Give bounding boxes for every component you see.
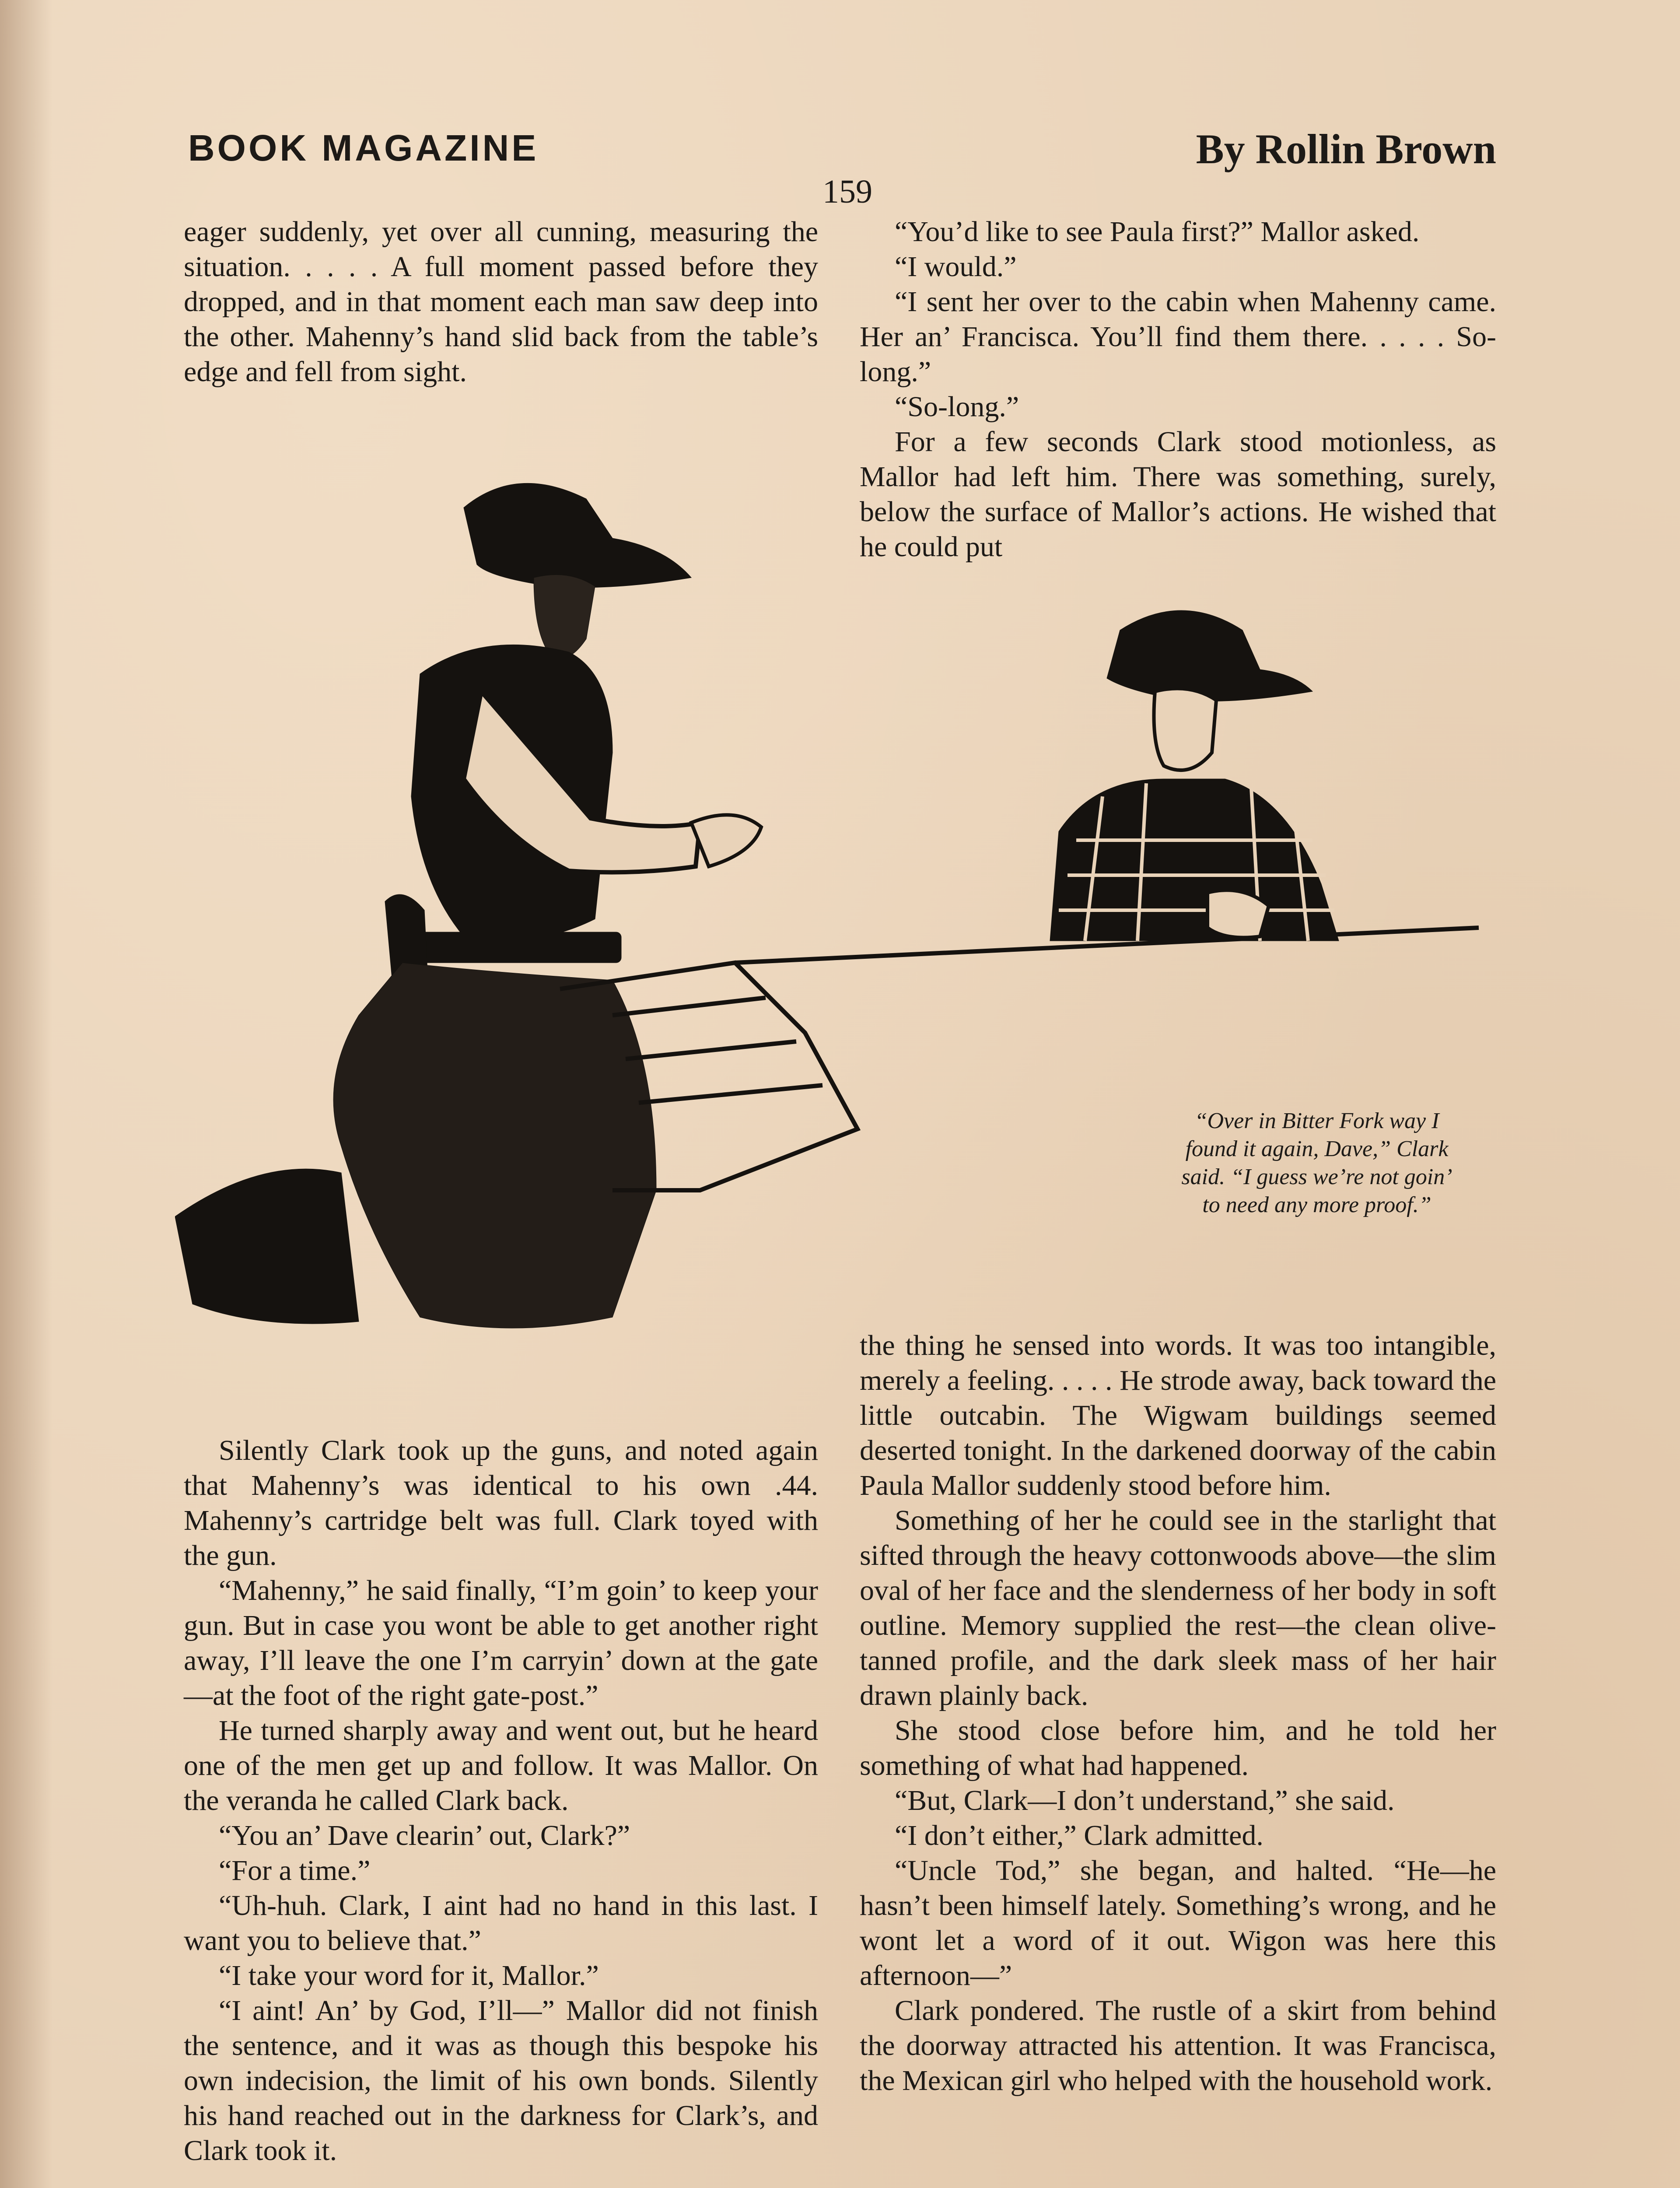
paragraph: “But, Clark—I don’t understand,” she said.	[895, 1785, 1395, 1816]
cowboys-illustration	[175, 446, 1496, 1357]
page-number: 159	[822, 173, 872, 210]
illustration-caption: “Over in Bitter Fork way I found it again, Dave,” Clark said. “I guess we’re not goin’ to need any more proof.”	[1181, 1108, 1452, 1217]
paragraph: “I take your word for it, Mallor.”	[219, 1960, 599, 1992]
paragraph: “I don’t either,” Clark admitted.	[895, 1820, 1264, 1851]
paragraph: “So-long.”	[895, 391, 1019, 423]
seated-cowboy-figure	[1050, 610, 1339, 941]
paragraph: “You’d like to see Paula first?” Mallor asked.	[895, 216, 1420, 248]
standing-cowboy-figure	[175, 483, 761, 1328]
paragraph: For a few seconds Clark stood motionless, as Mallor had left him. There was something, surely, below the surface of Mallor’s actions. He wished that he could put	[860, 426, 1496, 563]
left-column-top-text	[184, 214, 818, 389]
paragraph: “For a time.”	[219, 1855, 371, 1886]
paragraph: Something of her he could see in the starlight that sifted through the heavy cottonwoods above—the slim oval of her face and the slenderness of her body in soft outline. Memory supplied the rest—the clean olive-tanned profile, and the dark sleek mass of her hair drawn plainly back.	[860, 1504, 1496, 1711]
magazine-title: BOOK MAGAZINE	[188, 127, 539, 168]
paragraph: “You an’ Dave clearin’ out, Clark?”	[219, 1820, 630, 1851]
paragraph: “Uncle Tod,” she began, and halted. “He—he hasn’t been himself lately. Something’s wrong, and he wont let a word of it out. Wigon was here this afternoon—”	[860, 1855, 1496, 1992]
paragraph: “Uh-huh. Clark, I aint had no hand in this last. I want you to believe that.”	[184, 1890, 818, 1957]
paragraph: the thing he sensed into words. It was too intangible, merely a feeling. . . . . He strode away, back toward the little outcabin. The Wigwam buildings seemed deserted tonight. In the darkened doorway of the cabin Paula Mallor suddenly stood before him.	[860, 1329, 1496, 1501]
paragraph: “I would.”	[895, 251, 1017, 283]
right-column-bottom-text	[860, 1328, 1496, 2098]
author-byline: By Rollin Brown	[1196, 126, 1496, 172]
paragraph: “I aint! An’ by God, I’ll—” Mallor did not finish the sentence, and it was as though this bespoke his own indecision, the limit of his own bonds. Silently his hand reached out in the darkness for Clark’s, and Clark took it.	[184, 1995, 818, 2167]
paragraph: He turned sharply away and went out, but he heard one of the men get up and follow. It was Mallor. On the veranda he called Clark back.	[184, 1715, 818, 1816]
left-column-bottom-text	[184, 1433, 818, 2168]
paragraph: “Mahenny,” he said finally, “I’m goin’ to keep your gun. But in case you wont be able to get another right away, I’ll leave the one I’m carryin’ down at the gate—at the foot of the right gate-post.”	[184, 1574, 818, 1711]
paragraph: Clark pondered. The rustle of a skirt from behind the doorway attracted his attention. It was Francisca, the Mexican girl who helped with the household work.	[860, 1995, 1496, 2097]
page-edge-shadow	[0, 0, 52, 2188]
paragraph: eager suddenly, yet over all cunning, measuring the situation. . . . . A full moment passed before they dropped, and in that moment each man saw deep into the other. Mahenny’s hand slid back from the table’s edge and fell from sight.	[184, 216, 818, 388]
paragraph: “I sent her over to the cabin when Mahenny came. Her an’ Francisca. You’ll find them there. . . . . So-long.”	[860, 286, 1496, 388]
paragraph: She stood close before him, and he told her something of what had happened.	[860, 1715, 1496, 1781]
paragraph: Silently Clark took up the guns, and noted again that Mahenny’s was identical to his own .44. Mahenny’s cartridge belt was full. Clark toyed with the gun.	[184, 1434, 818, 1571]
